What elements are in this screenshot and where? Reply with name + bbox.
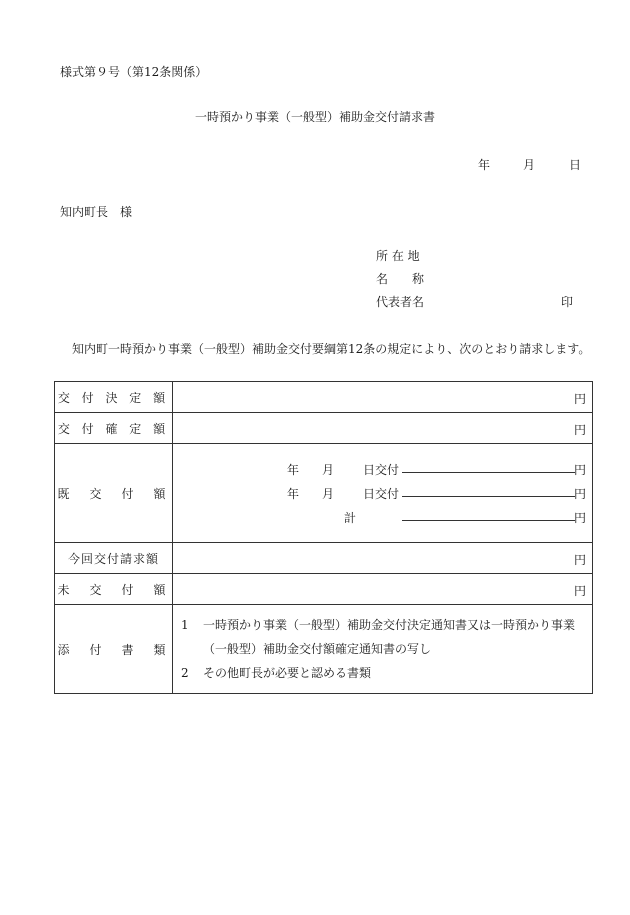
date-line <box>478 156 581 173</box>
document-title: 一時預かり事業（一般型）補助金交付請求書 <box>194 110 435 124</box>
attachments-list <box>173 605 593 694</box>
previous-total <box>173 509 592 525</box>
previous-amount-label: 既 交 付 額 <box>55 444 173 543</box>
previous-entry-2 <box>173 485 592 501</box>
date-month: 月 <box>523 158 536 172</box>
yen-unit: 円 <box>573 423 586 437</box>
yen-unit: 円 <box>573 392 586 406</box>
decision-amount-label: 交 付 決 定 額 <box>55 382 173 413</box>
unpaid-amount-label: 未 交 付 額 <box>55 574 173 605</box>
previous-month: 月 <box>322 463 335 477</box>
previous-year: 年 <box>287 487 300 501</box>
amount-underline <box>402 496 575 497</box>
unpaid-amount-value <box>173 574 593 605</box>
yen-unit: 円 <box>573 511 586 525</box>
amount-underline <box>402 472 575 473</box>
table-row <box>55 413 593 444</box>
date-day: 日 <box>569 158 582 172</box>
seal-mark: 印 <box>561 295 574 309</box>
confirmed-amount-value <box>173 413 593 444</box>
name-label: 名 称 <box>376 272 425 286</box>
total-label: 計 <box>344 511 357 525</box>
table-row <box>55 605 593 694</box>
date-year: 年 <box>478 158 491 172</box>
previous-amount-value <box>173 444 593 543</box>
previous-day: 日交付 <box>363 463 400 477</box>
table-row <box>55 444 593 543</box>
table-row <box>55 543 593 574</box>
table-row <box>55 574 593 605</box>
previous-year: 年 <box>287 463 300 477</box>
previous-month: 月 <box>322 487 335 501</box>
yen-unit: 円 <box>573 463 586 477</box>
addressee: 知内町長 様 <box>60 205 133 219</box>
attachments-label: 添 付 書 類 <box>55 605 173 694</box>
list-item: 1 一時預かり事業（一般型）補助金交付決定通知書又は一時預かり事業（一般型）補助金交付額確定通知書の写し <box>181 618 576 656</box>
confirmed-amount-label: 交 付 確 定 額 <box>55 413 173 444</box>
yen-unit: 円 <box>573 553 586 567</box>
amount-underline <box>402 520 575 521</box>
request-amount-value <box>173 543 593 574</box>
yen-unit: 円 <box>573 487 586 501</box>
previous-entry-1 <box>173 461 592 477</box>
previous-day: 日交付 <box>363 487 400 501</box>
yen-unit: 円 <box>573 584 586 598</box>
applicant-block <box>376 248 574 317</box>
table-row <box>55 382 593 413</box>
list-item: 2 その他町長が必要と認める書類 <box>181 666 372 680</box>
address-label: 所 在 地 <box>376 249 420 263</box>
request-amount-label: 今回交付請求額 <box>55 543 173 574</box>
request-table <box>54 381 593 694</box>
representative-label: 代表者名 <box>376 295 425 309</box>
form-number: 様式第９号（第12条関係） <box>60 65 208 79</box>
decision-amount-value <box>173 382 593 413</box>
request-statement: 知内町一時預かり事業（一般型）補助金交付要綱第12条の規定により、次のとおり請求します。 <box>72 342 591 356</box>
